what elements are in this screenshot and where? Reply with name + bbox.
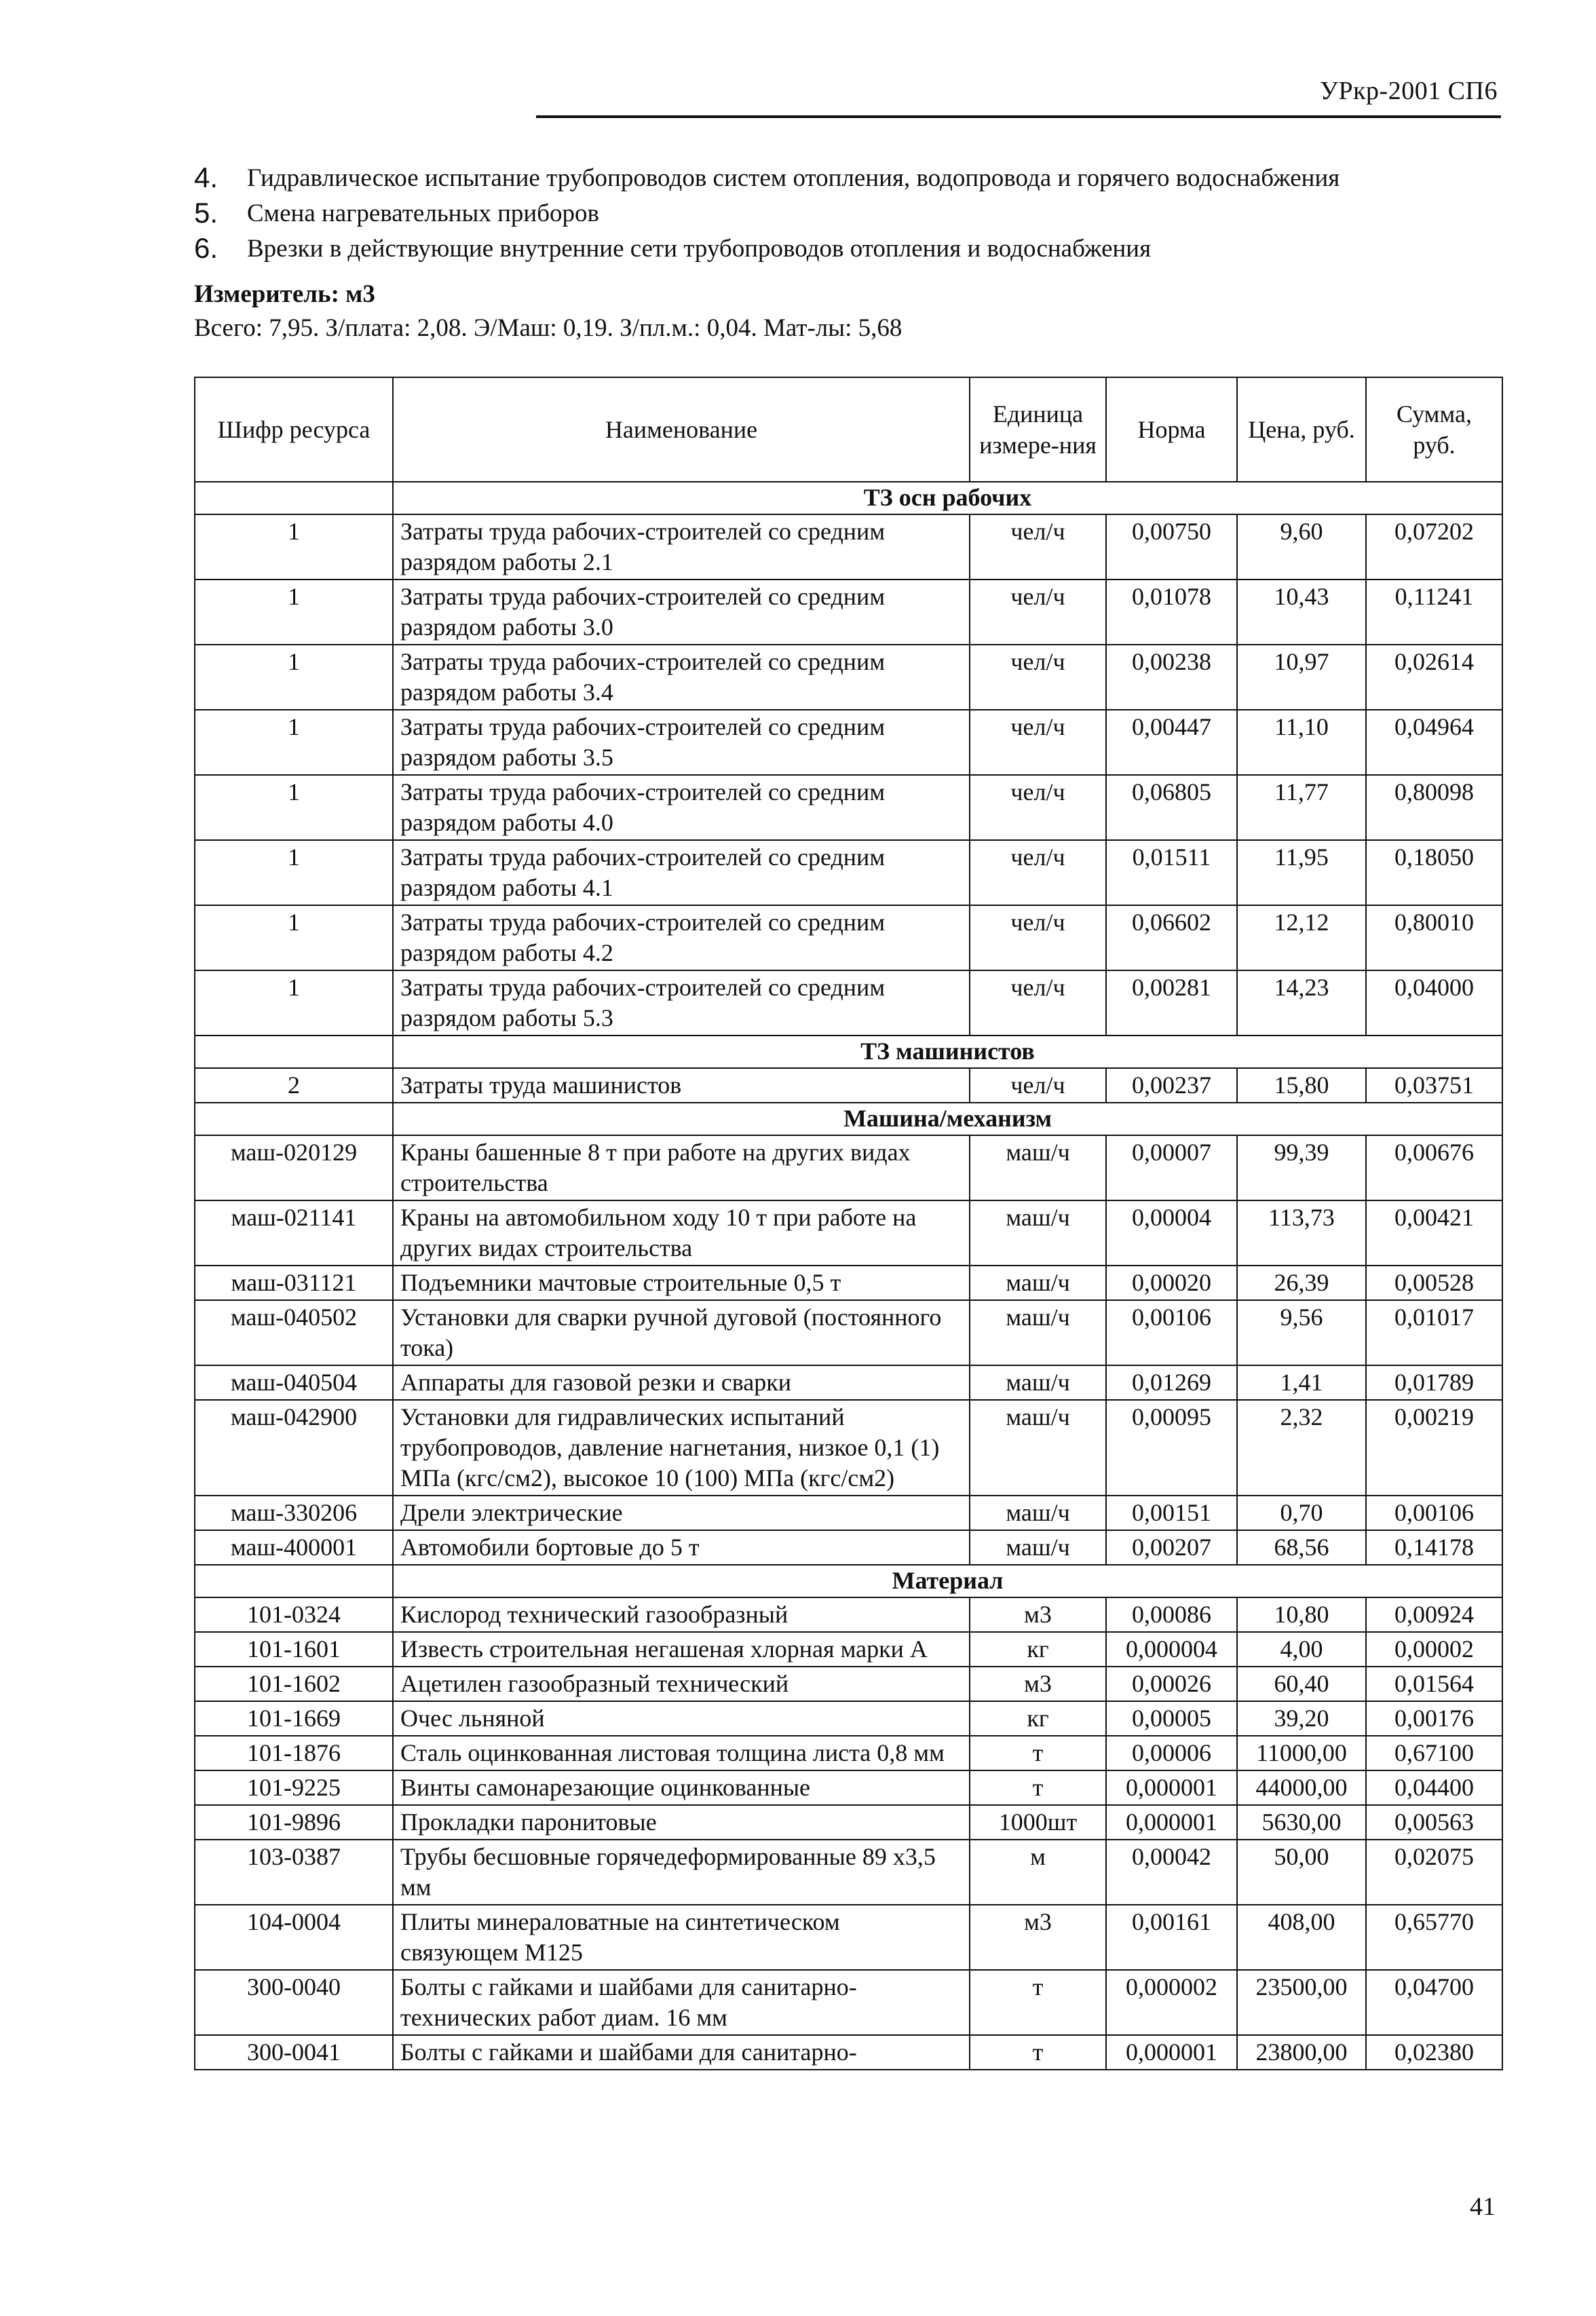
- cell-code: 1: [195, 970, 393, 1036]
- cell-code: маш-042900: [195, 1400, 393, 1496]
- cell-sum: 0,04400: [1366, 1770, 1502, 1805]
- section-row: [195, 1036, 1502, 1068]
- cell-sum: 0,02614: [1366, 645, 1502, 710]
- table-row: [195, 905, 1502, 970]
- cell-norm: 0,000004: [1106, 1632, 1237, 1667]
- cell-norm: 0,01269: [1106, 1365, 1237, 1400]
- cell-name: Затраты труда рабочих-строителей со средним разрядом работы 3.4: [393, 645, 970, 710]
- cell-code: 1: [195, 710, 393, 775]
- cell-price: 23800,00: [1237, 2035, 1366, 2070]
- cell-sum: 0,04964: [1366, 710, 1502, 775]
- work-item-text: Смена нагревательных приборов: [247, 199, 599, 227]
- cell-code: 101-1669: [195, 1701, 393, 1736]
- cell-norm: 0,00095: [1106, 1400, 1237, 1496]
- cell-norm: 0,00006: [1106, 1736, 1237, 1770]
- resources-table: [194, 377, 1503, 2070]
- cell-price: 12,12: [1237, 905, 1366, 970]
- cell-sum: 0,01564: [1366, 1667, 1502, 1701]
- table-row: [195, 1135, 1502, 1200]
- cell-norm: 0,00237: [1106, 1068, 1237, 1103]
- cell-unit: т: [970, 1970, 1106, 2035]
- cell-sum: 0,80010: [1366, 905, 1502, 970]
- cell-name: Очес льняной: [393, 1701, 970, 1736]
- cell-name: Краны на автомобильном ходу 10 т при работе на других видах строительства: [393, 1200, 970, 1266]
- cell-unit: кг: [970, 1701, 1106, 1736]
- cell-sum: 0,00421: [1366, 1200, 1502, 1266]
- table-row: [195, 1266, 1502, 1300]
- work-item-text: Врезки в действующие внутренние сети трубопроводов отопления и водоснабжения: [247, 234, 1152, 263]
- header-price: Цена, руб.: [1237, 377, 1366, 482]
- cell-norm: 0,000001: [1106, 1805, 1237, 1840]
- header-sum: Сумма, руб.: [1366, 377, 1502, 482]
- cell-unit: м3: [970, 1905, 1106, 1970]
- cell-sum: 0,00528: [1366, 1266, 1502, 1300]
- table-row: [195, 1632, 1502, 1667]
- cell-price: 2,32: [1237, 1400, 1366, 1496]
- cell-price: 68,56: [1237, 1530, 1366, 1565]
- cell-name: Затраты труда рабочих-строителей со средним разрядом работы 4.2: [393, 905, 970, 970]
- cell-unit: маш/ч: [970, 1135, 1106, 1200]
- cell-code: 101-0324: [195, 1597, 393, 1632]
- cell-price: 10,97: [1237, 645, 1366, 710]
- header-norm: Норма: [1106, 377, 1237, 482]
- cell-name: Затраты труда рабочих-строителей со средним разрядом работы 3.5: [393, 710, 970, 775]
- cell-price: 44000,00: [1237, 1770, 1366, 1805]
- table-body: [195, 482, 1502, 2070]
- table-row: [195, 580, 1502, 645]
- cell-price: 39,20: [1237, 1701, 1366, 1736]
- cell-code: маш-330206: [195, 1496, 393, 1530]
- section-code-cell: [195, 1565, 393, 1597]
- cell-code: 1: [195, 645, 393, 710]
- cell-norm: 0,00042: [1106, 1840, 1237, 1905]
- cell-price: 113,73: [1237, 1200, 1366, 1266]
- cell-sum: 0,03751: [1366, 1068, 1502, 1103]
- cell-price: 26,39: [1237, 1266, 1366, 1300]
- cell-price: 11,77: [1237, 775, 1366, 840]
- cell-norm: 0,00106: [1106, 1300, 1237, 1365]
- cell-code: 101-1601: [195, 1632, 393, 1667]
- table-row: [195, 710, 1502, 775]
- cell-name: Ацетилен газообразный технический: [393, 1667, 970, 1701]
- table-row: [195, 1970, 1502, 2035]
- cell-name: Винты самонарезающие оцинкованные: [393, 1770, 970, 1805]
- cell-norm: 0,000001: [1106, 1770, 1237, 1805]
- cell-sum: 0,02075: [1366, 1840, 1502, 1905]
- cell-price: 11,95: [1237, 840, 1366, 905]
- totals-line: Всего: 7,95. З/плата: 2,08. Э/Маш: 0,19. З/пл.м.: 0,04. Мат-лы: 5,68: [194, 314, 902, 342]
- work-item: [194, 195, 1340, 231]
- cell-unit: чел/ч: [970, 580, 1106, 645]
- cell-code: маш-021141: [195, 1200, 393, 1266]
- cell-name: Затраты труда машинистов: [393, 1068, 970, 1103]
- cell-unit: маш/ч: [970, 1266, 1106, 1300]
- cell-sum: 0,01017: [1366, 1300, 1502, 1365]
- cell-name: Сталь оцинкованная листовая толщина листа 0,8 мм: [393, 1736, 970, 1770]
- cell-unit: кг: [970, 1632, 1106, 1667]
- cell-price: 14,23: [1237, 970, 1366, 1036]
- cell-unit: чел/ч: [970, 514, 1106, 580]
- cell-code: 300-0040: [195, 1970, 393, 2035]
- cell-norm: 0,000002: [1106, 1970, 1237, 2035]
- section-row: [195, 1103, 1502, 1135]
- section-title: ТЗ осн рабочих: [393, 482, 1502, 514]
- cell-norm: 0,000001: [1106, 2035, 1237, 2070]
- table-row: [195, 1667, 1502, 1701]
- table-row: [195, 514, 1502, 580]
- section-code-cell: [195, 482, 393, 514]
- cell-sum: 0,14178: [1366, 1530, 1502, 1565]
- cell-unit: чел/ч: [970, 710, 1106, 775]
- cell-norm: 0,00007: [1106, 1135, 1237, 1200]
- table-row: [195, 1068, 1502, 1103]
- cell-unit: т: [970, 1736, 1106, 1770]
- work-item: [194, 160, 1340, 195]
- cell-sum: 0,01789: [1366, 1365, 1502, 1400]
- table-row: [195, 1400, 1502, 1496]
- cell-price: 408,00: [1237, 1905, 1366, 1970]
- section-row: [195, 1565, 1502, 1597]
- cell-sum: 0,00106: [1366, 1496, 1502, 1530]
- cell-price: 11,10: [1237, 710, 1366, 775]
- cell-sum: 0,00563: [1366, 1805, 1502, 1840]
- table-row: [195, 2035, 1502, 2070]
- table-row: [195, 775, 1502, 840]
- cell-price: 50,00: [1237, 1840, 1366, 1905]
- section-title: Машина/механизм: [393, 1103, 1502, 1135]
- cell-sum: 0,07202: [1366, 514, 1502, 580]
- cell-norm: 0,00281: [1106, 970, 1237, 1036]
- cell-sum: 0,00002: [1366, 1632, 1502, 1667]
- table-row: [195, 1805, 1502, 1840]
- cell-name: Краны башенные 8 т при работе на других видах строительства: [393, 1135, 970, 1200]
- cell-sum: 0,18050: [1366, 840, 1502, 905]
- cell-code: 1: [195, 775, 393, 840]
- header-rule: [536, 115, 1501, 118]
- cell-unit: маш/ч: [970, 1365, 1106, 1400]
- table-row: [195, 1905, 1502, 1970]
- cell-name: Трубы бесшовные горячедеформированные 89 х3,5 мм: [393, 1840, 970, 1905]
- cell-code: 2: [195, 1068, 393, 1103]
- cell-code: маш-040502: [195, 1300, 393, 1365]
- cell-code: 101-9225: [195, 1770, 393, 1805]
- cell-sum: 0,00219: [1366, 1400, 1502, 1496]
- cell-name: Автомобили бортовые до 5 т: [393, 1530, 970, 1565]
- table-header-row: [195, 377, 1502, 482]
- measurement-unit: Измеритель: м3: [194, 280, 375, 308]
- section-title: ТЗ машинистов: [393, 1036, 1502, 1068]
- work-item-number: 5.: [194, 197, 218, 229]
- header-code: Шифр ресурса: [195, 377, 393, 482]
- cell-norm: 0,06602: [1106, 905, 1237, 970]
- cell-unit: чел/ч: [970, 1068, 1106, 1103]
- cell-price: 0,70: [1237, 1496, 1366, 1530]
- document-code: УРкр-2001 СП6: [1320, 77, 1498, 105]
- cell-norm: 0,00238: [1106, 645, 1237, 710]
- table-row: [195, 840, 1502, 905]
- cell-unit: 1000шт: [970, 1805, 1106, 1840]
- cell-price: 1,41: [1237, 1365, 1366, 1400]
- work-items-list: [194, 160, 1340, 266]
- cell-unit: чел/ч: [970, 775, 1106, 840]
- table-row: [195, 970, 1502, 1036]
- table-row: [195, 1496, 1502, 1530]
- cell-name: Болты с гайками и шайбами для санитарно-: [393, 2035, 970, 2070]
- cell-unit: т: [970, 2035, 1106, 2070]
- cell-norm: 0,00161: [1106, 1905, 1237, 1970]
- cell-name: Подъемники мачтовые строительные 0,5 т: [393, 1266, 970, 1300]
- header-unit: Единица измере-ния: [970, 377, 1106, 482]
- cell-unit: маш/ч: [970, 1496, 1106, 1530]
- table-row: [195, 1840, 1502, 1905]
- cell-sum: 0,80098: [1366, 775, 1502, 840]
- cell-name: Болты с гайками и шайбами для санитарно-технических работ диам. 16 мм: [393, 1970, 970, 2035]
- cell-code: маш-400001: [195, 1530, 393, 1565]
- cell-code: 1: [195, 580, 393, 645]
- cell-sum: 0,00676: [1366, 1135, 1502, 1200]
- cell-norm: 0,00026: [1106, 1667, 1237, 1701]
- cell-unit: т: [970, 1770, 1106, 1805]
- cell-code: 101-1876: [195, 1736, 393, 1770]
- work-item-number: 4.: [194, 162, 218, 193]
- cell-sum: 0,65770: [1366, 1905, 1502, 1970]
- table-row: [195, 1770, 1502, 1805]
- cell-norm: 0,00020: [1106, 1266, 1237, 1300]
- cell-unit: чел/ч: [970, 970, 1106, 1036]
- cell-unit: чел/ч: [970, 840, 1106, 905]
- table-row: [195, 1597, 1502, 1632]
- cell-norm: 0,00005: [1106, 1701, 1237, 1736]
- table-row: [195, 1365, 1502, 1400]
- cell-norm: 0,00750: [1106, 514, 1237, 580]
- header-name: Наименование: [393, 377, 970, 482]
- cell-price: 11000,00: [1237, 1736, 1366, 1770]
- table-row: [195, 1530, 1502, 1565]
- cell-sum: 0,00924: [1366, 1597, 1502, 1632]
- cell-name: Дрели электрические: [393, 1496, 970, 1530]
- cell-code: маш-020129: [195, 1135, 393, 1200]
- table-row: [195, 1701, 1502, 1736]
- cell-code: 1: [195, 840, 393, 905]
- cell-name: Плиты минераловатные на синтетическом связующем М125: [393, 1905, 970, 1970]
- cell-price: 10,80: [1237, 1597, 1366, 1632]
- cell-name: Известь строительная негашеная хлорная марки А: [393, 1632, 970, 1667]
- cell-sum: 0,04700: [1366, 1970, 1502, 2035]
- cell-code: маш-040504: [195, 1365, 393, 1400]
- cell-norm: 0,01511: [1106, 840, 1237, 905]
- section-code-cell: [195, 1036, 393, 1068]
- table-row: [195, 1736, 1502, 1770]
- table-row: [195, 1300, 1502, 1365]
- cell-price: 9,56: [1237, 1300, 1366, 1365]
- cell-norm: 0,06805: [1106, 775, 1237, 840]
- cell-code: 1: [195, 905, 393, 970]
- cell-price: 4,00: [1237, 1632, 1366, 1667]
- cell-name: Прокладки паронитовые: [393, 1805, 970, 1840]
- cell-norm: 0,00151: [1106, 1496, 1237, 1530]
- cell-code: 104-0004: [195, 1905, 393, 1970]
- section-row: [195, 482, 1502, 514]
- cell-sum: 0,04000: [1366, 970, 1502, 1036]
- cell-code: 1: [195, 514, 393, 580]
- cell-name: Установки для гидравлических испытаний трубопроводов, давление нагнетания, низкое 0,1 (1) МПа (кгс/см2), высокое 10 (100) МПа (кгс/см2): [393, 1400, 970, 1496]
- cell-code: 101-1602: [195, 1667, 393, 1701]
- cell-name: Кислород технический газообразный: [393, 1597, 970, 1632]
- cell-name: Затраты труда рабочих-строителей со средним разрядом работы 4.0: [393, 775, 970, 840]
- cell-code: 300-0041: [195, 2035, 393, 2070]
- work-item-text: Гидравлическое испытание трубопроводов систем отопления, водопровода и горячего водоснабжения: [247, 164, 1340, 192]
- cell-name: Затраты труда рабочих-строителей со средним разрядом работы 5.3: [393, 970, 970, 1036]
- cell-norm: 0,01078: [1106, 580, 1237, 645]
- section-title: Материал: [393, 1565, 1502, 1597]
- cell-sum: 0,00176: [1366, 1701, 1502, 1736]
- cell-norm: 0,00086: [1106, 1597, 1237, 1632]
- cell-sum: 0,02380: [1366, 2035, 1502, 2070]
- cell-price: 10,43: [1237, 580, 1366, 645]
- cell-unit: маш/ч: [970, 1530, 1106, 1565]
- cell-code: 103-0387: [195, 1840, 393, 1905]
- work-item-number: 6.: [194, 232, 218, 264]
- cell-unit: м3: [970, 1667, 1106, 1701]
- cell-code: маш-031121: [195, 1266, 393, 1300]
- cell-name: Аппараты для газовой резки и сварки: [393, 1365, 970, 1400]
- cell-sum: 0,11241: [1366, 580, 1502, 645]
- cell-unit: чел/ч: [970, 905, 1106, 970]
- cell-norm: 0,00447: [1106, 710, 1237, 775]
- cell-unit: м: [970, 1840, 1106, 1905]
- cell-unit: маш/ч: [970, 1400, 1106, 1496]
- cell-norm: 0,00207: [1106, 1530, 1237, 1565]
- cell-unit: маш/ч: [970, 1200, 1106, 1266]
- cell-name: Затраты труда рабочих-строителей со средним разрядом работы 4.1: [393, 840, 970, 905]
- cell-norm: 0,00004: [1106, 1200, 1237, 1266]
- table-row: [195, 645, 1502, 710]
- cell-name: Затраты труда рабочих-строителей со средним разрядом работы 2.1: [393, 514, 970, 580]
- work-item: [194, 231, 1340, 266]
- cell-unit: маш/ч: [970, 1300, 1106, 1365]
- cell-unit: м3: [970, 1597, 1106, 1632]
- cell-price: 15,80: [1237, 1068, 1366, 1103]
- cell-price: 23500,00: [1237, 1970, 1366, 2035]
- table-row: [195, 1200, 1502, 1266]
- cell-name: Установки для сварки ручной дуговой (постоянного тока): [393, 1300, 970, 1365]
- cell-price: 9,60: [1237, 514, 1366, 580]
- page-number: 41: [1470, 2192, 1496, 2221]
- cell-code: 101-9896: [195, 1805, 393, 1840]
- cell-sum: 0,67100: [1366, 1736, 1502, 1770]
- cell-price: 99,39: [1237, 1135, 1366, 1200]
- cell-name: Затраты труда рабочих-строителей со средним разрядом работы 3.0: [393, 580, 970, 645]
- cell-unit: чел/ч: [970, 645, 1106, 710]
- cell-price: 60,40: [1237, 1667, 1366, 1701]
- section-code-cell: [195, 1103, 393, 1135]
- cell-price: 5630,00: [1237, 1805, 1366, 1840]
